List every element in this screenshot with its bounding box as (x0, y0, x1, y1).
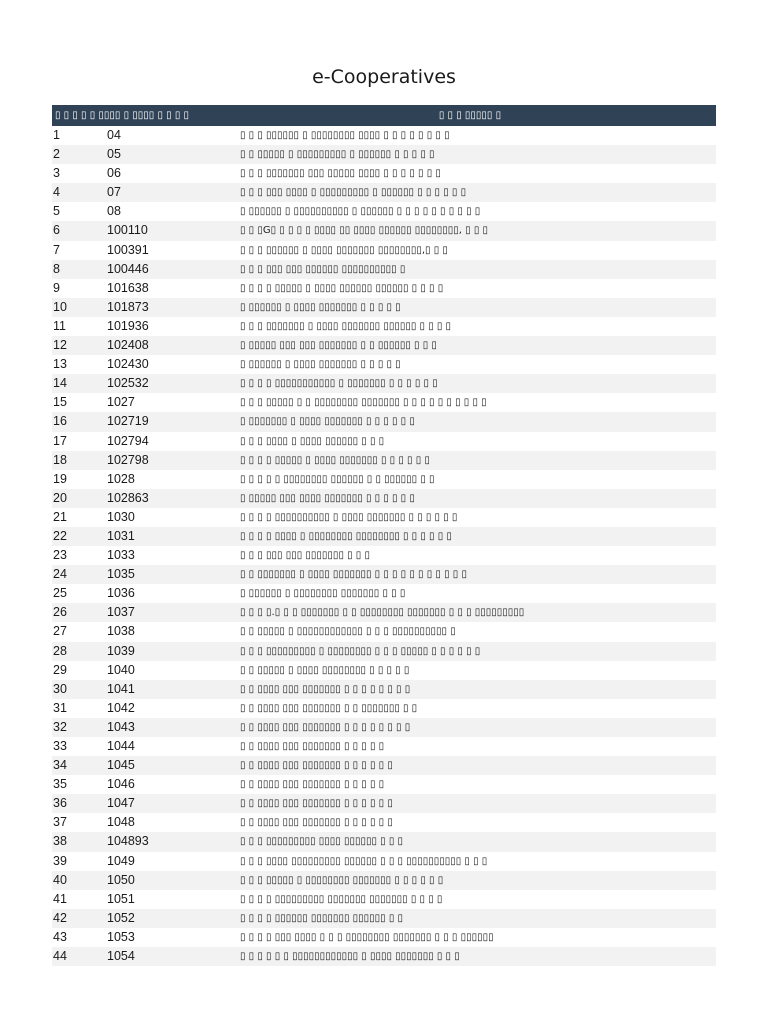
serial-number-cell: 42 (53, 910, 67, 925)
serial-number-cell: 17 (53, 433, 67, 448)
code-cell: 102408 (107, 338, 149, 353)
code-cell: 102719 (107, 414, 149, 429)
table-row (52, 145, 716, 164)
name-cell: ▯ ▯ ▯ ▯ ▯▯▯▯▯ ▯ ▯▯▯▯ ▯▯▯▯▯▯ ▯▯▯▯▯▯ ▯ ▯ ▯ ▯ (240, 282, 444, 294)
code-cell: 1033 (107, 548, 135, 563)
code-cell: 100110 (107, 223, 148, 238)
code-cell: 101873 (107, 299, 149, 314)
serial-number-cell: 3 (53, 166, 60, 181)
table-row (52, 183, 716, 202)
name-cell: ▯ ▯ ▯ ▯ ▯ ▯▯▯▯▯▯▯▯ ▯▯▯▯▯▯ ▯ ▯ ▯▯▯▯▯▯ ▯ ▯ (240, 473, 435, 485)
name-cell: ▯ ▯ ▯ ▯▯▯▯▯▯▯ ▯ ▯▯▯▯ ▯▯▯▯▯▯▯ ▯▯▯▯▯▯ ▯ ▯ ▯ ▯ (240, 320, 452, 332)
code-cell: 1028 (107, 471, 135, 486)
code-cell: 1045 (107, 758, 135, 773)
serial-number-cell: 2 (53, 147, 60, 162)
code-cell: 1040 (107, 662, 135, 677)
serial-number-cell: 18 (53, 452, 67, 467)
name-cell: ▯ ▯▯▯▯▯▯ ▯ ▯▯▯▯ ▯▯▯▯▯▯▯ ▯ ▯ ▯ ▯ ▯ (240, 301, 401, 313)
table-row (52, 852, 716, 871)
table-row (52, 699, 716, 718)
code-cell: 1053 (107, 929, 135, 944)
code-cell: 1041 (107, 681, 135, 696)
table-row (52, 126, 716, 145)
name-cell: ▯ ▯ ▯▯▯▯ ▯▯▯ ▯▯▯▯▯▯▯ ▯ ▯ ▯ ▯ ▯ ▯ (240, 760, 393, 772)
name-cell: ▯ ▯ ▯▯▯▯ ▯▯▯ ▯▯▯▯▯▯▯ ▯ ▯ ▯▯▯▯▯▯▯ ▯ ▯ (240, 702, 418, 714)
serial-number-cell: 27 (53, 624, 67, 639)
name-cell: ▯ ▯ ▯ ▯▯▯▯▯ ▯ ▯▯▯▯▯▯▯▯ ▯▯▯▯▯▯▯ ▯ ▯ ▯ ▯ ▯ ▯ (240, 874, 444, 886)
table-row (52, 527, 716, 546)
table-row (52, 260, 716, 279)
code-cell: 100446 (107, 261, 149, 276)
table-row (52, 279, 716, 298)
serial-number-cell: 16 (53, 414, 67, 429)
serial-number-cell: 33 (53, 739, 67, 753)
serial-number-cell: 23 (53, 548, 67, 563)
code-cell: 1052 (107, 910, 135, 925)
serial-number-cell: 36 (53, 796, 67, 811)
name-cell: ▯ ▯ ▯ ▯▯▯▯▯ ▯ ▯ ▯▯▯▯▯▯▯▯ ▯▯▯▯▯▯▯ ▯ ▯ ▯ ▯ ▯ ▯ ▯ ▯ ▯ ▯ (240, 397, 487, 409)
serial-number-cell: 30 (53, 681, 67, 696)
code-cell: 1027 (107, 395, 135, 410)
table-row (52, 622, 716, 641)
serial-number-cell: 37 (53, 815, 67, 830)
name-cell: ▯ ▯ ▯ ▯ ▯▯▯▯▯ ▯ ▯▯▯▯ ▯▯▯▯▯▯▯ ▯ ▯ ▯ ▯ ▯ ▯ (240, 454, 430, 466)
name-cell: ▯ ▯ ▯▯▯▯▯ ▯ ▯▯▯▯ ▯▯▯▯▯▯▯▯ ▯ ▯ ▯ ▯ ▯ (240, 664, 410, 676)
code-cell: 102794 (107, 433, 149, 448)
table-row (52, 164, 716, 183)
name-cell: ▯ ▯ ▯▯▯▯ ▯▯▯ ▯▯▯▯▯▯▯ ▯ ▯ ▯ ▯ ▯ ▯ ▯ ▯ (240, 683, 411, 695)
serial-number-cell: 6 (53, 223, 60, 238)
name-cell: ▯ ▯ ▯ ▯ ▯▯▯▯▯▯▯▯▯▯ ▯ ▯▯▯▯ ▯▯▯▯▯▯▯ ▯ ▯ ▯ ▯ ▯ ▯ (240, 511, 458, 523)
name-cell: ▯ ▯ ▯▯▯▯ ▯▯▯ ▯▯▯▯▯▯▯ ▯ ▯ ▯ ▯ ▯ ▯ (240, 817, 393, 829)
serial-number-cell: 43 (53, 929, 67, 944)
name-cell: ▯ ▯ ▯▯▯▯▯ ▯ ▯▯▯▯▯▯▯▯▯ ▯ ▯▯▯▯▯▯ ▯ ▯ ▯ ▯ ▯ (240, 149, 435, 161)
name-cell: ▯ ▯ ▯ ▯▯▯▯▯▯▯▯▯ ▯▯▯▯ ▯▯▯▯▯▯ ▯ ▯ ▯ (240, 836, 404, 848)
table-row (52, 947, 716, 966)
serial-number-cell: 20 (53, 490, 67, 505)
name-cell: ▯ ▯ ▯ ▯ ▯▯▯▯ ▯ ▯▯▯▯▯▯▯▯ ▯▯▯▯▯▯▯▯ ▯ ▯ ▯ ▯ ▯ ▯ (240, 530, 452, 542)
serial-number-cell: 44 (53, 949, 67, 964)
table-row (52, 718, 716, 737)
code-cell: 1048 (107, 815, 135, 830)
serial-number-cell: 15 (53, 395, 67, 410)
code-cell: 102798 (107, 452, 149, 467)
serial-number-cell: 19 (53, 471, 67, 486)
table-row (52, 642, 716, 661)
name-cell: ▯ ▯ ▯▯▯▯ ▯▯▯ ▯▯▯▯▯▯▯ ▯ ▯ ▯ ▯ ▯ ▯ (240, 798, 393, 810)
code-cell: 100391 (107, 242, 149, 257)
code-cell: 07 (107, 185, 121, 200)
code-cell: 1035 (107, 567, 135, 582)
table-row (52, 680, 716, 699)
page-title: e-Cooperatives (312, 66, 456, 88)
serial-number-cell: 14 (53, 376, 67, 391)
name-cell: ▯ ▯ ▯ ▯▯▯▯▯▯▯▯▯ ▯ ▯▯▯▯▯▯▯▯ ▯ ▯ ▯ ▯▯▯▯▯ ▯ ▯ ▯ ▯ ▯ ▯ (240, 645, 481, 657)
table-row (52, 432, 716, 451)
table-row (52, 298, 716, 317)
code-cell: 1036 (107, 586, 135, 601)
code-cell: 1049 (107, 853, 135, 868)
name-cell: ▯ ▯ ▯▯▯▯▯▯▯ ▯ ▯▯▯▯ ▯▯▯▯▯▯▯ ▯ ▯ ▯ ▯ ▯ ▯ ▯ ▯ ▯ ▯ ▯ (240, 569, 467, 581)
name-cell: ▯ ▯ ▯ ▯▯▯ ▯▯▯ ▯▯▯▯▯▯ ▯▯▯▯▯▯▯▯▯▯ ▯ (240, 263, 406, 275)
table-row (52, 412, 716, 431)
serial-number-cell: 4 (53, 185, 60, 200)
serial-number-cell: 31 (53, 700, 67, 715)
code-cell: 102863 (107, 490, 149, 505)
table-row (52, 794, 716, 813)
name-cell: ▯ ▯▯▯▯▯ ▯▯▯ ▯▯▯ ▯▯▯▯▯▯▯ ▯ ▯ ▯▯▯▯▯▯ ▯ ▯ ▯ (240, 340, 437, 352)
table-row (52, 546, 716, 565)
serial-number-cell: 1 (53, 128, 60, 142)
name-cell: ▯ ▯ ▯G▯ ▯ ▯ ▯ ▯ ▯▯▯▯ ▯▯ ▯▯▯▯ ▯▯▯▯▯▯ ▯▯▯▯▯▯▯▯, ▯ ▯ ▯ (240, 225, 489, 237)
table-row (52, 909, 716, 928)
name-cell: ▯ ▯ ▯▯▯▯ ▯▯▯ ▯▯▯▯▯▯▯ ▯ ▯ ▯ ▯ ▯ (240, 779, 385, 791)
table-row (52, 470, 716, 489)
code-cell: 06 (107, 166, 121, 181)
serial-number-cell: 7 (53, 242, 60, 257)
serial-number-cell: 26 (53, 605, 67, 620)
serial-number-cell: 29 (53, 662, 67, 677)
code-cell: 1050 (107, 872, 135, 887)
name-cell: ▯ ▯ ▯ ▯▯▯ ▯▯▯▯ ▯ ▯▯▯▯▯▯▯▯▯ ▯ ▯▯▯▯▯▯ ▯ ▯ ▯ ▯ ▯ ▯ (240, 187, 467, 199)
table-header (52, 105, 716, 126)
name-cell: ▯ ▯ ▯ ▯▯▯▯▯▯▯ ▯▯▯ ▯▯▯▯▯ ▯▯▯▯ ▯ ▯ ▯ ▯ ▯ ▯ ▯ (240, 168, 441, 180)
name-cell: ▯ ▯ ▯ ▯ ▯▯▯▯▯▯▯▯▯▯▯ ▯ ▯▯▯▯▯▯▯ ▯ ▯ ▯ ▯ ▯ ▯ (240, 378, 438, 390)
name-cell: ▯ ▯ ▯▯▯▯ ▯▯▯ ▯▯▯▯▯▯▯ ▯ ▯ ▯ ▯ ▯ (240, 741, 385, 752)
name-cell: ▯ ▯ ▯ ▯ ▯▯▯▯▯▯▯▯▯ ▯▯▯▯▯▯▯ ▯▯▯▯▯▯▯ ▯ ▯ ▯ ▯ (240, 893, 443, 905)
name-cell: ▯ ▯▯▯▯▯▯▯ ▯ ▯▯▯▯ ▯▯▯▯▯▯▯ ▯ ▯ ▯ ▯ ▯ ▯ (240, 416, 415, 428)
code-cell: 1054 (107, 949, 135, 964)
serial-number-cell: 9 (53, 280, 60, 295)
table-row (52, 336, 716, 355)
code-cell: 1039 (107, 643, 135, 658)
table-row (52, 317, 716, 336)
serial-number-cell: 28 (53, 643, 67, 658)
header-cell-name: ▯ ▯ ▯ ▯▯▯▯▯ ▯ (438, 110, 502, 121)
serial-number-cell: 25 (53, 586, 67, 601)
name-cell: ▯ ▯ ▯ ▯▯▯▯▯▯ ▯ ▯▯▯▯ ▯▯▯▯▯▯▯ ▯▯▯▯▯▯▯▯,▯ ▯ ▯ (240, 244, 448, 256)
serial-number-cell: 10 (53, 299, 67, 314)
table-row (52, 374, 716, 393)
header-cell-left: ▯ ▯ ▯ ▯ ▯ ▯▯▯▯ ▯ ▯▯▯▯ ▯ ▯ ▯ ▯ (55, 110, 190, 121)
serial-number-cell: 5 (53, 204, 60, 219)
cooperatives-table (52, 105, 716, 966)
serial-number-cell: 22 (53, 528, 67, 543)
code-cell: 1043 (107, 719, 135, 734)
serial-number-cell: 38 (53, 834, 67, 849)
table-row (52, 202, 716, 221)
code-cell: 05 (107, 147, 121, 162)
name-cell: ▯ ▯ ▯ ▯.▯ ▯ ▯ ▯▯▯▯▯▯▯ ▯ ▯ ▯▯▯▯▯▯▯▯ ▯▯▯▯▯▯▯ ▯ ▯ ▯ ▯▯▯▯▯▯▯▯▯ (240, 607, 525, 619)
table-row (52, 489, 716, 508)
data-table (52, 105, 716, 966)
name-cell: ▯ ▯ ▯▯▯▯▯ ▯ ▯▯▯▯▯▯▯▯▯▯▯▯ ▯ ▯ ▯ ▯▯▯▯▯▯▯▯▯▯ ▯ (240, 626, 456, 638)
name-cell: ▯ ▯ ▯ ▯ ▯▯▯▯▯▯ ▯▯▯▯▯▯▯ ▯▯▯▯▯▯ ▯ ▯ (240, 912, 404, 924)
table-row (52, 451, 716, 470)
serial-number-cell: 41 (53, 891, 67, 906)
code-cell: 102532 (107, 376, 149, 391)
name-cell: ▯ ▯ ▯ ▯▯▯▯ ▯ ▯▯▯▯ ▯▯▯▯▯▯ ▯ ▯ ▯ (240, 435, 385, 447)
code-cell: 08 (107, 204, 121, 219)
name-cell: ▯ ▯▯▯▯▯ ▯▯▯ ▯▯▯▯ ▯▯▯▯▯▯▯ ▯ ▯ ▯ ▯ ▯ ▯ (240, 492, 415, 504)
code-cell: 1051 (107, 891, 135, 906)
code-cell: 104893 (107, 834, 149, 849)
table-row (52, 756, 716, 775)
table-row (52, 565, 716, 584)
code-cell: 1037 (107, 605, 135, 620)
code-cell: 102430 (107, 357, 149, 372)
table-row (52, 241, 716, 260)
serial-number-cell: 39 (53, 853, 67, 868)
table-row (52, 928, 716, 947)
name-cell: ▯ ▯ ▯ ▯▯▯ ▯▯▯ ▯▯▯▯▯▯▯ ▯ ▯ ▯ (240, 550, 370, 562)
code-cell: 1044 (107, 739, 135, 753)
serial-number-cell: 24 (53, 567, 67, 582)
code-cell: 1030 (107, 509, 135, 524)
table-row (52, 584, 716, 603)
table-row (52, 775, 716, 794)
serial-number-cell: 13 (53, 357, 67, 372)
code-cell: 1038 (107, 624, 135, 639)
header-row (52, 105, 716, 126)
serial-number-cell: 35 (53, 777, 67, 792)
code-cell: 1031 (107, 528, 135, 543)
table-row (52, 890, 716, 909)
name-cell: ▯ ▯▯▯▯▯▯ ▯ ▯▯▯▯ ▯▯▯▯▯▯▯ ▯ ▯ ▯ ▯ ▯ (240, 359, 401, 371)
table-row (52, 508, 716, 527)
table-row (52, 603, 716, 622)
name-cell: ▯ ▯ ▯▯▯▯ ▯▯▯ ▯▯▯▯▯▯▯ ▯ ▯ ▯ ▯ ▯ ▯ ▯ ▯ (240, 721, 411, 733)
serial-number-cell: 11 (53, 318, 66, 333)
table-row (52, 221, 716, 240)
table-row (52, 871, 716, 890)
code-cell: 1046 (107, 777, 135, 792)
serial-number-cell: 21 (53, 509, 67, 524)
name-cell: ▯ ▯ ▯ ▯ ▯ ▯ ▯▯▯▯▯▯▯▯▯▯▯▯ ▯ ▯▯▯▯ ▯▯▯▯▯▯▯ ▯ ▯ ▯ (240, 951, 460, 963)
serial-number-cell: 40 (53, 872, 67, 887)
serial-number-cell: 32 (53, 719, 67, 734)
name-cell: ▯ ▯ ▯ ▯ ▯▯▯ ▯▯▯▯ ▯ ▯ ▯ ▯▯▯▯▯▯▯▯ ▯▯▯▯▯▯▯ ▯ ▯ ▯ ▯▯▯▯▯▯ (240, 931, 494, 943)
code-cell: 04 (107, 128, 121, 142)
table-row (52, 832, 716, 851)
serial-number-cell: 34 (53, 758, 67, 773)
name-cell: ▯ ▯▯▯▯▯▯ ▯ ▯▯▯▯▯▯▯▯▯▯ ▯ ▯▯▯▯▯▯ ▯ ▯ ▯ ▯ ▯ ▯ ▯ ▯ ▯ ▯ (240, 206, 481, 218)
code-cell: 101638 (107, 280, 149, 295)
table-row (52, 393, 716, 412)
table-row (52, 355, 716, 374)
table-body (52, 126, 716, 966)
table-row (52, 813, 716, 832)
serial-number-cell: 12 (53, 338, 67, 353)
name-cell: ▯ ▯ ▯ ▯▯▯▯▯▯ ▯ ▯▯▯▯▯▯▯▯ ▯▯▯▯ ▯ ▯ ▯ ▯ ▯ ▯ ▯ ▯ (240, 130, 450, 141)
code-cell: 1047 (107, 796, 135, 811)
serial-number-cell: 8 (53, 261, 60, 276)
name-cell: ▯ ▯▯▯▯▯▯ ▯ ▯▯▯▯▯▯▯▯ ▯▯▯▯▯▯▯ ▯ ▯ ▯ (240, 588, 406, 600)
table-row (52, 737, 716, 756)
code-cell: 1042 (107, 700, 135, 715)
code-cell: 101936 (107, 318, 149, 333)
table-row (52, 661, 716, 680)
name-cell: ▯ ▯ ▯ ▯▯▯▯ ▯▯▯▯▯▯▯▯▯ ▯▯▯▯▯▯ ▯ ▯ ▯ ▯▯▯▯▯▯▯▯▯▯ ▯ ▯ ▯ (240, 855, 488, 867)
